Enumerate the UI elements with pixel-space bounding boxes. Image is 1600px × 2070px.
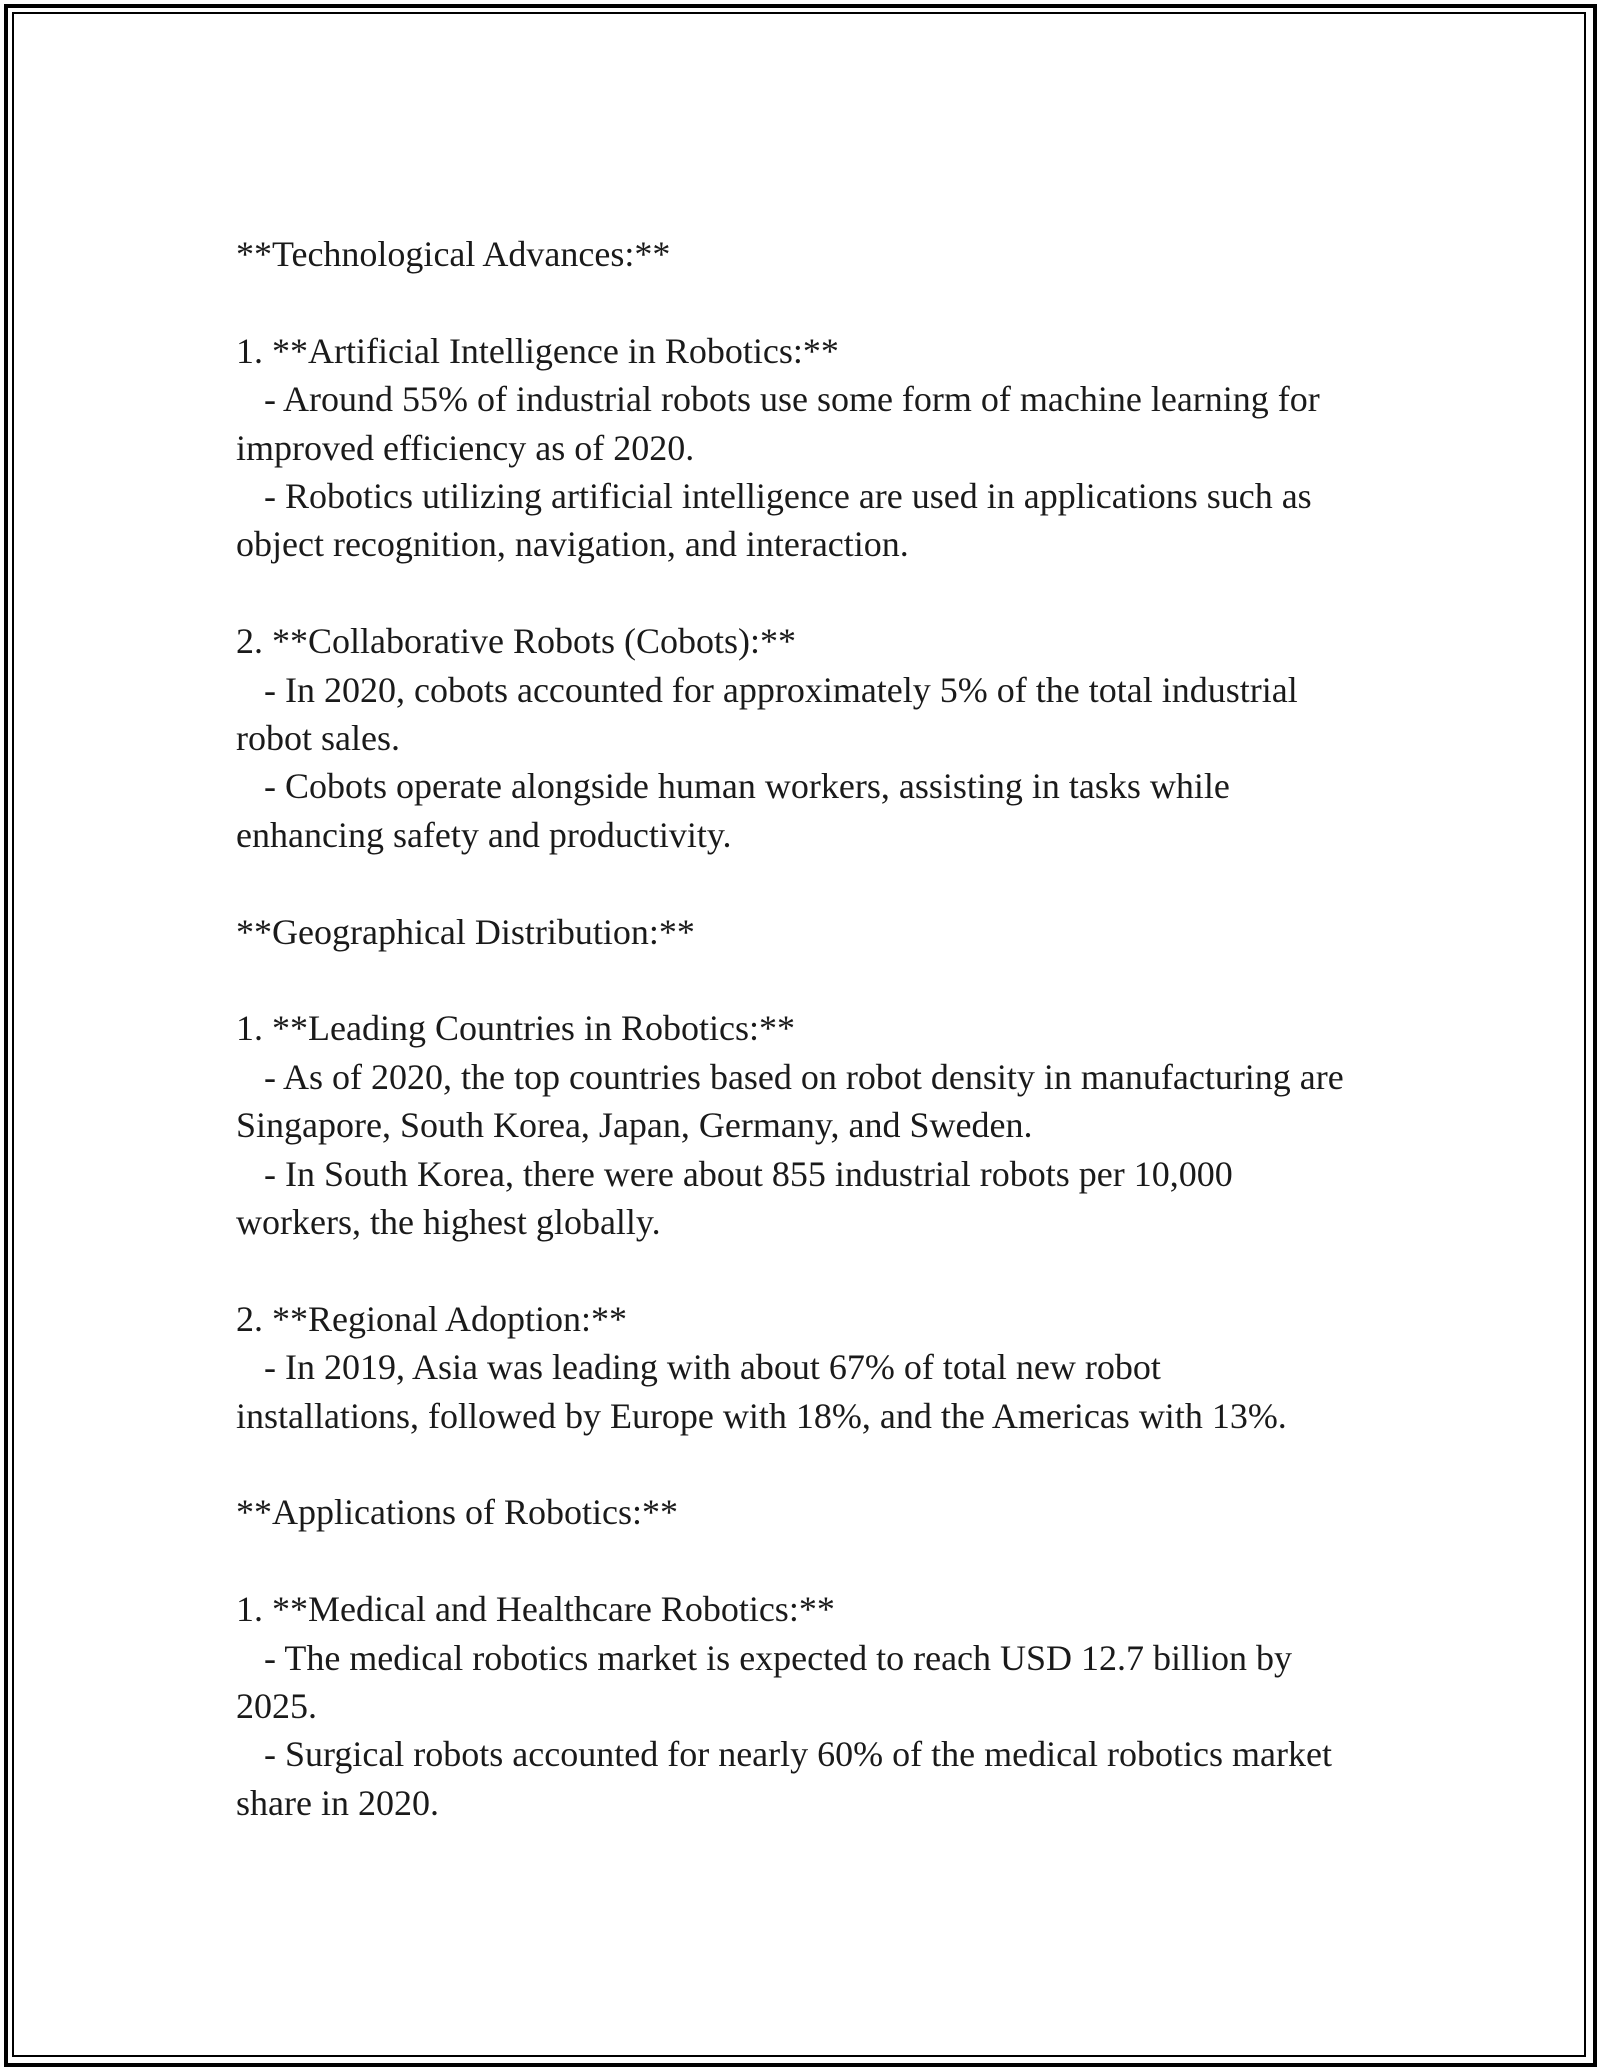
bullet-continuation: workers, the highest globally.	[236, 1202, 661, 1243]
bullet-continuation: enhancing safety and productivity.	[236, 814, 732, 855]
list-item-title: 2. **Regional Adoption:**	[236, 1298, 627, 1339]
bullet-line: - In 2019, Asia was leading with about 67% of total new robot	[264, 1347, 1161, 1388]
bullet-line: - As of 2020, the top countries based on robot density in manufacturing are	[264, 1056, 1344, 1097]
list-item-title: 1. **Artificial Intelligence in Robotics:**	[236, 330, 839, 371]
section-heading: **Geographical Distribution:**	[236, 911, 695, 952]
list-item-title: 1. **Leading Countries in Robotics:**	[236, 1008, 795, 1049]
bullet-continuation: 2025.	[236, 1686, 317, 1727]
bullet-continuation: object recognition, navigation, and interaction.	[236, 524, 909, 565]
bullet-continuation: robot sales.	[236, 718, 400, 759]
document-body	[236, 230, 1386, 1827]
bullet-line: - The medical robotics market is expected to reach USD 12.7 billion by	[264, 1637, 1293, 1678]
bullet-continuation: installations, followed by Europe with 18%, and the Americas with 13%.	[236, 1395, 1287, 1436]
spacer	[236, 569, 1386, 617]
bullet-line: - In South Korea, there were about 855 industrial robots per 10,000	[264, 1153, 1233, 1194]
spacer	[236, 1246, 1386, 1294]
spacer	[236, 956, 1386, 1004]
spacer	[236, 859, 1386, 907]
bullet-continuation: improved efficiency as of 2020.	[236, 427, 695, 468]
spacer	[236, 1440, 1386, 1488]
bullet-line: - In 2020, cobots accounted for approximately 5% of the total industrial	[264, 669, 1298, 710]
section-heading: **Applications of Robotics:**	[236, 1492, 678, 1533]
bullet-continuation: Singapore, South Korea, Japan, Germany, and Sweden.	[236, 1105, 1033, 1146]
bullet-line: - Around 55% of industrial robots use some form of machine learning for	[264, 379, 1320, 420]
bullet-line: - Cobots operate alongside human workers, assisting in tasks while	[264, 766, 1230, 807]
spacer	[236, 278, 1386, 326]
spacer	[236, 1537, 1386, 1585]
list-item-title: 1. **Medical and Healthcare Robotics:**	[236, 1589, 835, 1630]
bullet-line: - Surgical robots accounted for nearly 60% of the medical robotics market	[264, 1734, 1332, 1775]
bullet-continuation: share in 2020.	[236, 1782, 439, 1823]
section-heading: **Technological Advances:**	[236, 234, 671, 274]
bullet-line: - Robotics utilizing artificial intelligence are used in applications such as	[264, 476, 1312, 517]
list-item-title: 2. **Collaborative Robots (Cobots):**	[236, 621, 796, 662]
